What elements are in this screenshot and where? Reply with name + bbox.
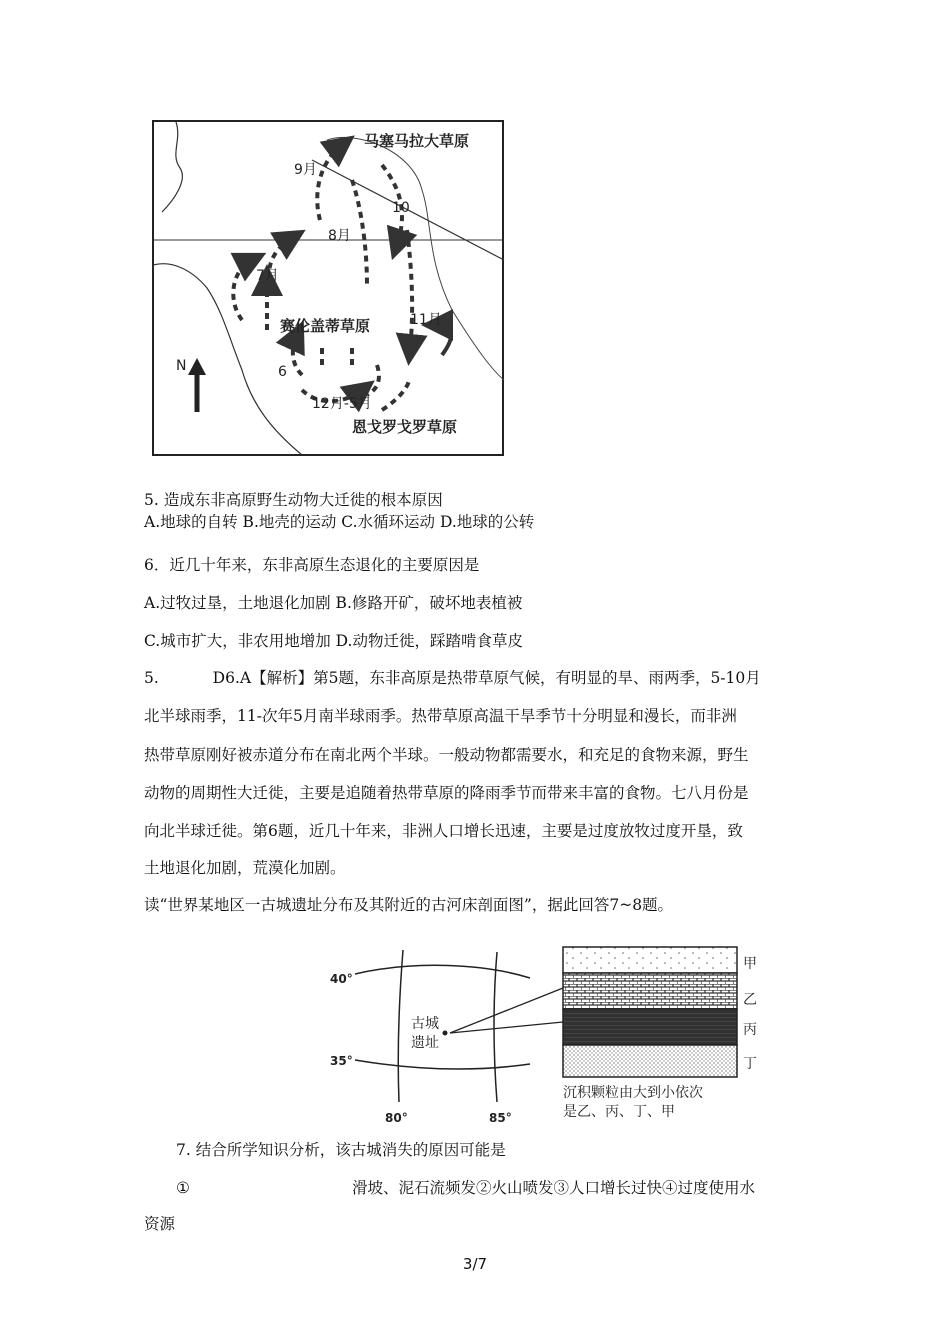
question-7-options-cont: 资源 (144, 1215, 176, 1233)
label-month-10: 10 (392, 200, 410, 216)
question-5-cut: 5. 造成东非高原野生动物大迁徙的根本原因 (144, 491, 443, 509)
answer-line-4: 动物的周期性大迁徙，主要是追随着热带草原的降雨季节而带来丰富的食物。七八月份是 (144, 784, 749, 802)
label-layer-yi: 乙 (743, 992, 757, 1008)
label-layer-bing: 丙 (743, 1022, 757, 1038)
answer-number: 5. (144, 669, 159, 687)
answer-line-5: 向北半球迁徙。第6题，近几十年来，非洲人口增长迅速，主要是过度放牧过度开垦，致 (144, 822, 743, 840)
label-month-12-5: 12月-5月 (312, 396, 372, 412)
label-layer-ding: 丁 (743, 1056, 757, 1072)
label-lon-80: 80° (385, 1111, 408, 1125)
question-7-circle: ① (176, 1179, 190, 1197)
label-masai-mara: 马塞马拉大草原 (364, 132, 470, 150)
profile-caption-2: 是乙、丙、丁、甲 (563, 1104, 675, 1120)
label-lat-40: 40° (330, 972, 353, 986)
question-6-options-ab: A.过牧过垦，土地退化加剧 B.修路开矿，破坏地表植被 (144, 594, 523, 612)
question-6-options-cd: C.城市扩大，非农用地增加 D.动物迁徙，踩踏啃食草皮 (144, 632, 523, 650)
label-ngorongoro: 恩戈罗戈罗草原 (352, 418, 458, 436)
intro-7-8: 读“世界某地区一古城遗址分布及其附近的古河床剖面图”，据此回答7~8题。 (144, 896, 674, 914)
page-number: 3/7 (462, 1255, 488, 1273)
label-month-11: 11月 (410, 312, 442, 328)
label-month-6: 6 (278, 364, 287, 380)
label-lon-85: 85° (489, 1111, 512, 1125)
answer-line-3: 热带草原刚好被赤道分布在南北两个半球。一般动物都需要水，和充足的食物来源，野生 (144, 746, 749, 764)
answer-line-1 (144, 668, 761, 688)
ancient-city-map (325, 930, 765, 1130)
profile-caption-1: 沉积颗粒由大到小依次 (563, 1085, 703, 1101)
question-6: 6．近几十年来，东非高原生态退化的主要原因是 (144, 556, 480, 574)
question-7-options: 滑坡、泥石流频发②火山喷发③人口增长过快④过度使用水 (352, 1179, 756, 1197)
label-site-2: 遗址 (411, 1035, 439, 1051)
label-month-9: 9月 (294, 162, 317, 178)
label-month-8: 8月 (328, 228, 351, 244)
question-5-options: A.地球的自转 B.地壳的运动 C.水循环运动 D.地球的公转 (144, 513, 535, 531)
migration-map (152, 120, 504, 456)
question-7: 7. 结合所学知识分析，该古城消失的原因可能是 (176, 1141, 506, 1159)
label-lat-35: 35° (330, 1054, 353, 1068)
label-north: N (176, 358, 187, 374)
label-serengeti: 赛伦盖蒂草原 (280, 317, 371, 335)
answer-line-6: 土地退化加剧，荒漠化加剧。 (144, 859, 346, 877)
answer-line-2: 北半球雨季，11-次年5月南半球雨季。热带草原高温干旱季节十分明显和漫长，而非洲 (144, 707, 737, 725)
label-layer-jia: 甲 (743, 956, 757, 972)
answer-text: D6.A【解析】第5题，东非高原是热带草原气候，有明显的旱、雨两季，5-10月 (212, 669, 761, 687)
label-month-7: 7月 (256, 268, 279, 284)
label-site-1: 古城 (411, 1016, 439, 1032)
